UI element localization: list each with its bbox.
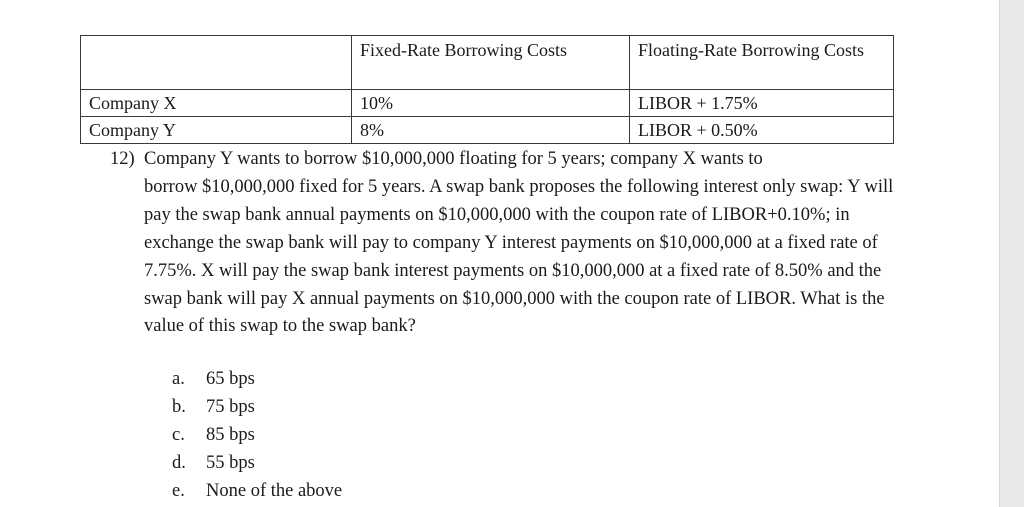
- choice-c: [172, 422, 342, 450]
- floating-rate-cell: LIBOR + 1.75%: [630, 90, 894, 117]
- fixed-rate-cell: 8%: [352, 117, 630, 144]
- choice-letter: d.: [172, 452, 186, 473]
- choice-text: 75 bps: [206, 396, 255, 417]
- choice-text: 65 bps: [206, 369, 255, 389]
- choice-b: [172, 394, 342, 422]
- company-cell: Company X: [81, 90, 352, 117]
- choice-d: [172, 450, 342, 478]
- choice-text: None of the above: [206, 480, 343, 501]
- choice-letter: b.: [172, 396, 186, 417]
- choice-e: [172, 478, 342, 506]
- choice-letter: a.: [172, 369, 185, 389]
- question-text-first-line: Company Y wants to borrow $10,000,000 floating for 5 years; company X wants to: [144, 149, 763, 169]
- table-row: [81, 117, 894, 144]
- question-block: [110, 146, 900, 341]
- answer-choices: [172, 366, 342, 506]
- question-text-body: borrow $10,000,000 fixed for 5 years. A swap bank proposes the following interest only swap: Y will pay the swap bank annual payments on $10,000,000 with the coupon rate of LIBOR+0.10%; in exchange the swap bank will pay to company Y interest payments on $10,000,000 at a fixed rate of 7.75%. X will pay the swap bank interest payments on $10,000,000 at a fixed rate of 8.50% and the swap bank will pay X annual payments on $10,000,000 with the coupon rate of LIBOR. What is the value of this swap to the swap bank?: [144, 176, 894, 337]
- table-header-row: [81, 36, 894, 90]
- fixed-rate-cell: 10%: [352, 90, 630, 117]
- header-cell-fixed: Fixed-Rate Borrowing Costs: [352, 36, 630, 90]
- choice-letter: c.: [172, 424, 185, 445]
- floating-rate-cell: LIBOR + 0.50%: [630, 117, 894, 144]
- question-first-line: [110, 146, 900, 174]
- choice-text: 55 bps: [206, 452, 255, 473]
- choice-a: [172, 366, 342, 394]
- header-cell-empty: [81, 36, 352, 90]
- choice-text: 85 bps: [206, 424, 255, 445]
- table-row: [81, 90, 894, 117]
- choice-letter: e.: [172, 480, 185, 501]
- window-edge: [999, 0, 1024, 507]
- question-number: 12): [110, 149, 135, 169]
- company-cell: Company Y: [81, 117, 352, 144]
- header-cell-floating: Floating-Rate Borrowing Costs: [630, 36, 894, 90]
- borrowing-costs-table: [80, 35, 894, 144]
